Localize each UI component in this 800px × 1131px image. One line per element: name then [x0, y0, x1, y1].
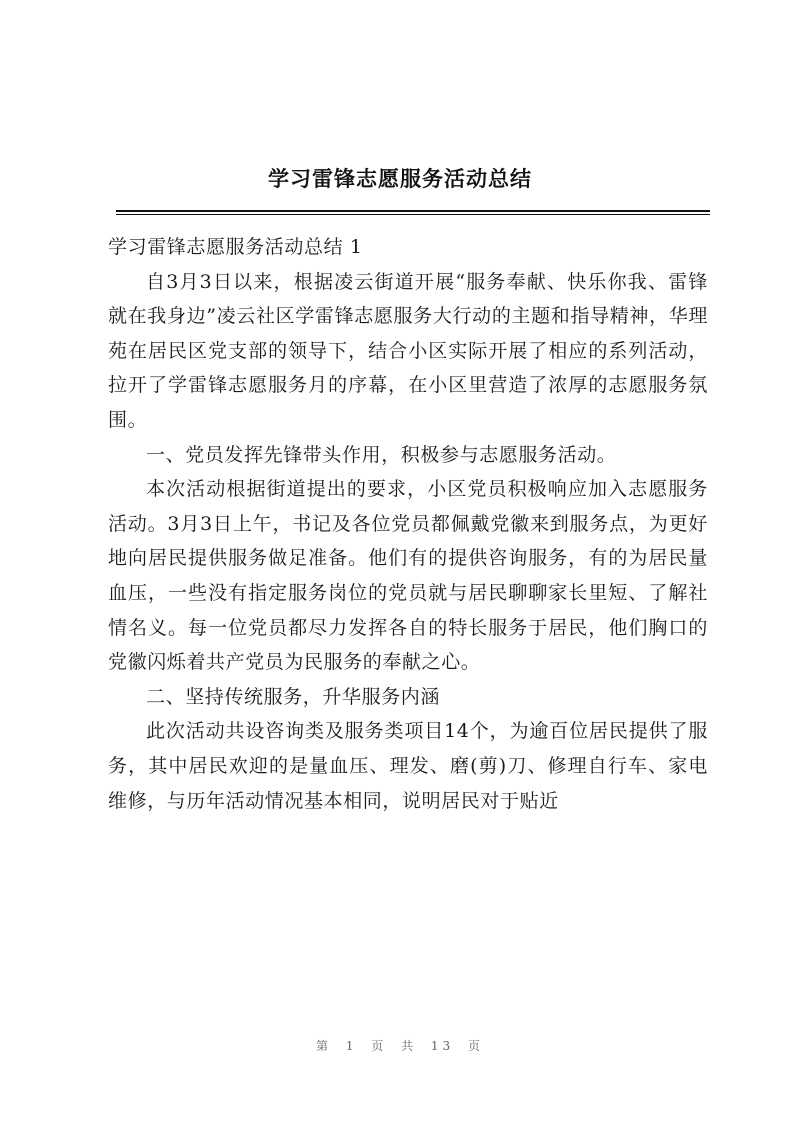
page-footer: 第 1 页 共 13 页 — [316, 1039, 484, 1053]
document-body — [108, 230, 708, 818]
paragraph-services: 此次活动共设咨询类及服务类项目14个，为逾百位居民提供了服务，其中居民欢迎的是量血压、理发、磨(剪)刀、修理自行车、家电维修，与历年活动情况基本相同，说明居民对于贴近 — [108, 720, 708, 812]
paragraph-heading-2: 二、坚持传统服务，升华服务内涵 — [146, 685, 441, 708]
section-heading: 学习雷锋志愿服务活动总结 1 — [108, 236, 363, 258]
paragraph-heading-1: 一、党员发挥先锋带头作用，积极参与志愿服务活动。 — [146, 443, 617, 466]
title-divider — [116, 210, 710, 215]
paragraph-intro: 自3月3日以来，根据凌云街道开展“服务奉献、快乐你我、雷锋就在我身边”凌云社区学雷锋志愿服务大行动的主题和指导精神，华理苑在居民区党支部的领导下，结合小区实际开展了相应的系列活动，拉开了学雷锋志愿服务月的序幕，在小区里营造了浓厚的志愿服务氛围。 — [108, 270, 708, 431]
paragraph-party-members: 本次活动根据街道提出的要求，小区党员积极响应加入志愿服务活动。3月3日上午，书记及各位党员都佩戴党徽来到服务点，为更好地向居民提供服务做足准备。他们有的提供咨询服务，有的为居民量血压，一些没有指定服务岗位的党员就与居民聊聊家长里短、了解社情名义。每一位党员都尽力发挥各自的特长服务于居民，他们胸口的党徽闪烁着共产党员为民服务的奉献之心。 — [108, 478, 708, 674]
document-title: 学习雷锋志愿服务活动总结 — [268, 167, 532, 191]
